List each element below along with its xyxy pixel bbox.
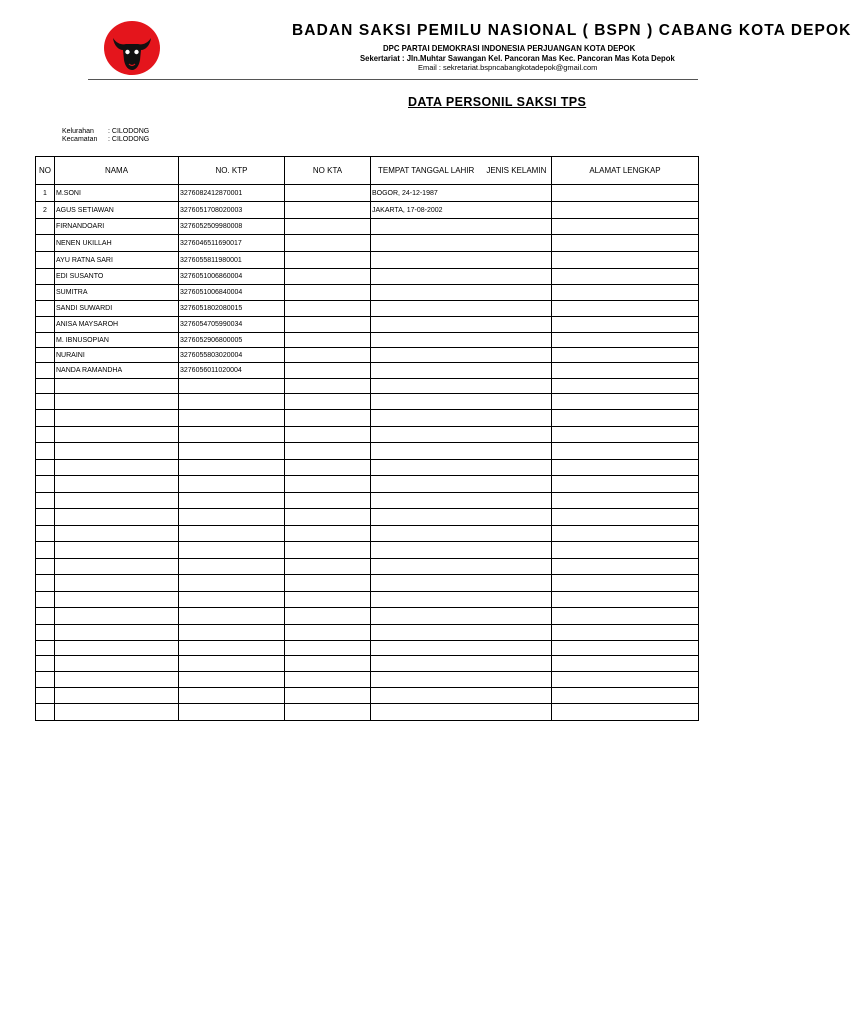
cell-alamat	[552, 333, 699, 348]
cell-ktp: 3276054705990034	[179, 317, 285, 333]
cell-no	[36, 625, 55, 641]
cell-no	[36, 252, 55, 269]
cell-ttl	[371, 641, 552, 656]
table-row	[36, 460, 699, 476]
cell-kta	[285, 285, 371, 301]
cell-nama	[55, 443, 179, 460]
cell-no	[36, 317, 55, 333]
cell-ktp: 3276052906800005	[179, 333, 285, 348]
cell-alamat	[552, 688, 699, 704]
cell-alamat	[552, 348, 699, 363]
cell-kta	[285, 363, 371, 379]
cell-ttl	[371, 301, 552, 317]
table-row	[36, 559, 699, 575]
table-row	[36, 625, 699, 641]
table-row	[36, 269, 699, 285]
cell-nama	[55, 460, 179, 476]
cell-no	[36, 333, 55, 348]
header-alamat: ALAMAT LENGKAP	[552, 157, 699, 185]
table-row	[36, 493, 699, 509]
table-row	[36, 575, 699, 592]
cell-nama: SANDI SUWARDI	[55, 301, 179, 317]
cell-nama	[55, 526, 179, 542]
cell-kta	[285, 526, 371, 542]
cell-kta	[285, 301, 371, 317]
cell-ktp	[179, 410, 285, 427]
table-row	[36, 285, 699, 301]
cell-ktp	[179, 672, 285, 688]
cell-kta	[285, 185, 371, 202]
cell-ktp	[179, 575, 285, 592]
cell-ttl	[371, 285, 552, 301]
cell-ttl	[371, 542, 552, 559]
cell-nama	[55, 542, 179, 559]
cell-alamat	[552, 285, 699, 301]
cell-kta	[285, 509, 371, 526]
table-row	[36, 333, 699, 348]
cell-ttl	[371, 252, 552, 269]
cell-ttl	[371, 394, 552, 410]
cell-kta	[285, 269, 371, 285]
cell-kta	[285, 410, 371, 427]
cell-alamat	[552, 235, 699, 252]
cell-alamat	[552, 559, 699, 575]
cell-alamat	[552, 476, 699, 493]
cell-alamat	[552, 641, 699, 656]
cell-ttl	[371, 460, 552, 476]
table-row	[36, 592, 699, 608]
table-row	[36, 427, 699, 443]
cell-ktp: 3276052509980008	[179, 219, 285, 235]
cell-ktp: 3276051708020003	[179, 202, 285, 219]
cell-alamat	[552, 363, 699, 379]
party-logo-icon	[103, 20, 161, 76]
cell-alamat	[552, 575, 699, 592]
table-row	[36, 641, 699, 656]
header-jk: JENIS KELAMIN	[486, 166, 547, 175]
kecamatan-value: : CILODONG	[108, 136, 150, 143]
table-body	[36, 185, 699, 721]
cell-kta	[285, 688, 371, 704]
table-row	[36, 608, 699, 625]
cell-nama: NANDA RAMANDHA	[55, 363, 179, 379]
cell-ttl	[371, 608, 552, 625]
cell-ktp	[179, 509, 285, 526]
cell-nama	[55, 672, 179, 688]
cell-kta	[285, 641, 371, 656]
cell-no	[36, 219, 55, 235]
cell-kta	[285, 427, 371, 443]
cell-nama: M.SONI	[55, 185, 179, 202]
cell-ttl	[371, 575, 552, 592]
cell-kta	[285, 542, 371, 559]
cell-nama: EDI SUSANTO	[55, 269, 179, 285]
cell-ktp: 3276055811980001	[179, 252, 285, 269]
cell-ktp	[179, 526, 285, 542]
cell-nama	[55, 704, 179, 721]
cell-nama	[55, 379, 179, 394]
cell-kta	[285, 476, 371, 493]
cell-nama	[55, 625, 179, 641]
table-row	[36, 704, 699, 721]
cell-alamat	[552, 410, 699, 427]
cell-ttl	[371, 493, 552, 509]
cell-nama: NENEN UKILLAH	[55, 235, 179, 252]
cell-alamat	[552, 202, 699, 219]
cell-ktp	[179, 443, 285, 460]
cell-kta	[285, 460, 371, 476]
table-row	[36, 476, 699, 493]
cell-nama	[55, 641, 179, 656]
cell-alamat	[552, 394, 699, 410]
cell-ttl: BOGOR, 24-12-1987	[371, 185, 552, 202]
cell-ktp: 3276056011020004	[179, 363, 285, 379]
cell-nama	[55, 608, 179, 625]
cell-no	[36, 269, 55, 285]
cell-kta	[285, 235, 371, 252]
cell-nama: ANISA MAYSAROH	[55, 317, 179, 333]
kecamatan-label: Kecamatan	[62, 136, 98, 143]
table-row	[36, 672, 699, 688]
kelurahan-label: Kelurahan	[62, 128, 94, 135]
secretariat-email: Email : sekretariat.bspncabangkotadepok@gmail.com	[418, 63, 598, 72]
table-row	[36, 363, 699, 379]
cell-ttl	[371, 509, 552, 526]
table-row	[36, 542, 699, 559]
cell-ttl	[371, 363, 552, 379]
cell-ktp	[179, 476, 285, 493]
cell-ttl	[371, 656, 552, 672]
kelurahan-line	[62, 128, 149, 135]
cell-no: 1	[36, 185, 55, 202]
cell-ktp	[179, 493, 285, 509]
header-ktp: NO. KTP	[179, 157, 285, 185]
cell-alamat	[552, 704, 699, 721]
cell-nama	[55, 427, 179, 443]
cell-no: 2	[36, 202, 55, 219]
cell-kta	[285, 348, 371, 363]
cell-no	[36, 641, 55, 656]
kecamatan-line	[62, 136, 149, 143]
table-row	[36, 317, 699, 333]
cell-nama	[55, 476, 179, 493]
cell-no	[36, 476, 55, 493]
cell-no	[36, 410, 55, 427]
cell-kta	[285, 625, 371, 641]
cell-no	[36, 363, 55, 379]
cell-alamat	[552, 526, 699, 542]
cell-kta	[285, 219, 371, 235]
header-nama: NAMA	[55, 157, 179, 185]
cell-ktp: 3276051802080015	[179, 301, 285, 317]
cell-alamat	[552, 379, 699, 394]
cell-alamat	[552, 427, 699, 443]
cell-kta	[285, 379, 371, 394]
cell-no	[36, 493, 55, 509]
cell-nama: NURAINI	[55, 348, 179, 363]
table-row	[36, 252, 699, 269]
cell-no	[36, 379, 55, 394]
cell-no	[36, 301, 55, 317]
cell-nama	[55, 592, 179, 608]
cell-kta	[285, 672, 371, 688]
cell-ttl	[371, 269, 552, 285]
cell-alamat	[552, 317, 699, 333]
cell-no	[36, 688, 55, 704]
cell-no	[36, 460, 55, 476]
cell-ttl	[371, 559, 552, 575]
cell-ttl	[371, 235, 552, 252]
cell-ktp	[179, 625, 285, 641]
cell-nama: FIRNANDOARI	[55, 219, 179, 235]
cell-ktp: 3276046511690017	[179, 235, 285, 252]
cell-no	[36, 509, 55, 526]
cell-nama	[55, 509, 179, 526]
table-row	[36, 202, 699, 219]
cell-alamat	[552, 509, 699, 526]
cell-kta	[285, 333, 371, 348]
cell-alamat	[552, 672, 699, 688]
cell-no	[36, 704, 55, 721]
cell-ttl	[371, 672, 552, 688]
cell-alamat	[552, 219, 699, 235]
cell-ttl	[371, 333, 552, 348]
cell-ttl	[371, 704, 552, 721]
cell-ktp	[179, 688, 285, 704]
cell-ktp: 3276051006860004	[179, 269, 285, 285]
cell-ttl	[371, 379, 552, 394]
table-row	[36, 301, 699, 317]
cell-nama: AGUS SETIAWAN	[55, 202, 179, 219]
cell-kta	[285, 394, 371, 410]
cell-alamat	[552, 443, 699, 460]
cell-kta	[285, 656, 371, 672]
cell-ktp	[179, 542, 285, 559]
personnel-table	[35, 156, 699, 721]
cell-kta	[285, 202, 371, 219]
cell-kta	[285, 592, 371, 608]
cell-ttl	[371, 476, 552, 493]
cell-kta	[285, 252, 371, 269]
header-ttl-jk	[371, 157, 552, 185]
cell-ktp	[179, 592, 285, 608]
cell-nama	[55, 559, 179, 575]
cell-ktp: 3276055803020004	[179, 348, 285, 363]
cell-nama	[55, 575, 179, 592]
cell-ttl	[371, 348, 552, 363]
cell-no	[36, 235, 55, 252]
cell-no	[36, 575, 55, 592]
cell-no	[36, 542, 55, 559]
cell-no	[36, 394, 55, 410]
cell-ktp	[179, 641, 285, 656]
cell-ttl	[371, 688, 552, 704]
cell-ttl	[371, 625, 552, 641]
table-row	[36, 219, 699, 235]
table-row	[36, 509, 699, 526]
table-row	[36, 410, 699, 427]
cell-ttl	[371, 526, 552, 542]
cell-no	[36, 443, 55, 460]
cell-alamat	[552, 608, 699, 625]
table-row	[36, 379, 699, 394]
header-ttl: TEMPAT TANGGAL LAHIR	[378, 166, 475, 175]
table-row	[36, 235, 699, 252]
cell-ttl	[371, 317, 552, 333]
cell-ktp	[179, 559, 285, 575]
cell-kta	[285, 575, 371, 592]
cell-ktp	[179, 656, 285, 672]
table-row	[36, 688, 699, 704]
cell-ktp	[179, 608, 285, 625]
cell-alamat	[552, 301, 699, 317]
cell-ktp: 3276051006840004	[179, 285, 285, 301]
secretariat-address: Sekertariat : Jln.Muhtar Sawangan Kel. Pancoran Mas Kec. Pancoran Mas Kota Depok	[360, 53, 675, 63]
cell-ttl	[371, 427, 552, 443]
cell-no	[36, 608, 55, 625]
cell-nama	[55, 656, 179, 672]
cell-alamat	[552, 656, 699, 672]
cell-ktp: 3276082412870001	[179, 185, 285, 202]
table-row	[36, 656, 699, 672]
table-row	[36, 443, 699, 460]
cell-no	[36, 285, 55, 301]
cell-alamat	[552, 625, 699, 641]
cell-no	[36, 656, 55, 672]
header-no: NO	[36, 157, 55, 185]
cell-ktp	[179, 704, 285, 721]
cell-nama	[55, 394, 179, 410]
cell-ttl	[371, 443, 552, 460]
cell-ktp	[179, 460, 285, 476]
table-row	[36, 185, 699, 202]
cell-nama	[55, 410, 179, 427]
header-divider	[88, 79, 698, 80]
cell-no	[36, 672, 55, 688]
cell-nama: SUMITRA	[55, 285, 179, 301]
cell-kta	[285, 493, 371, 509]
cell-alamat	[552, 542, 699, 559]
cell-ktp	[179, 379, 285, 394]
cell-kta	[285, 443, 371, 460]
table-row	[36, 394, 699, 410]
cell-nama	[55, 493, 179, 509]
cell-nama: M. IBNUSOPIAN	[55, 333, 179, 348]
cell-ttl	[371, 219, 552, 235]
kelurahan-value: : CILODONG	[108, 128, 150, 135]
cell-alamat	[552, 460, 699, 476]
cell-no	[36, 559, 55, 575]
table-row	[36, 348, 699, 363]
header-kta: NO KTA	[285, 157, 371, 185]
table-header-row	[36, 157, 699, 185]
cell-kta	[285, 559, 371, 575]
cell-kta	[285, 608, 371, 625]
cell-ttl: JAKARTA, 17-08-2002	[371, 202, 552, 219]
cell-ttl	[371, 410, 552, 427]
cell-alamat	[552, 185, 699, 202]
cell-ktp	[179, 394, 285, 410]
document-title: DATA PERSONIL SAKSI TPS	[408, 95, 587, 109]
cell-kta	[285, 317, 371, 333]
organization-title: BADAN SAKSI PEMILU NASIONAL ( BSPN ) CABANG KOTA DEPOK	[292, 22, 851, 39]
cell-ktp	[179, 427, 285, 443]
cell-kta	[285, 704, 371, 721]
cell-alamat	[552, 269, 699, 285]
cell-nama: AYU RATNA SARI	[55, 252, 179, 269]
cell-alamat	[552, 252, 699, 269]
party-subtitle: DPC PARTAI DEMOKRASI INDONESIA PERJUANGAN KOTA DEPOK	[383, 43, 636, 53]
cell-alamat	[552, 592, 699, 608]
table-row	[36, 526, 699, 542]
cell-no	[36, 526, 55, 542]
cell-ttl	[371, 592, 552, 608]
cell-alamat	[552, 493, 699, 509]
cell-no	[36, 427, 55, 443]
cell-no	[36, 348, 55, 363]
cell-no	[36, 592, 55, 608]
cell-nama	[55, 688, 179, 704]
